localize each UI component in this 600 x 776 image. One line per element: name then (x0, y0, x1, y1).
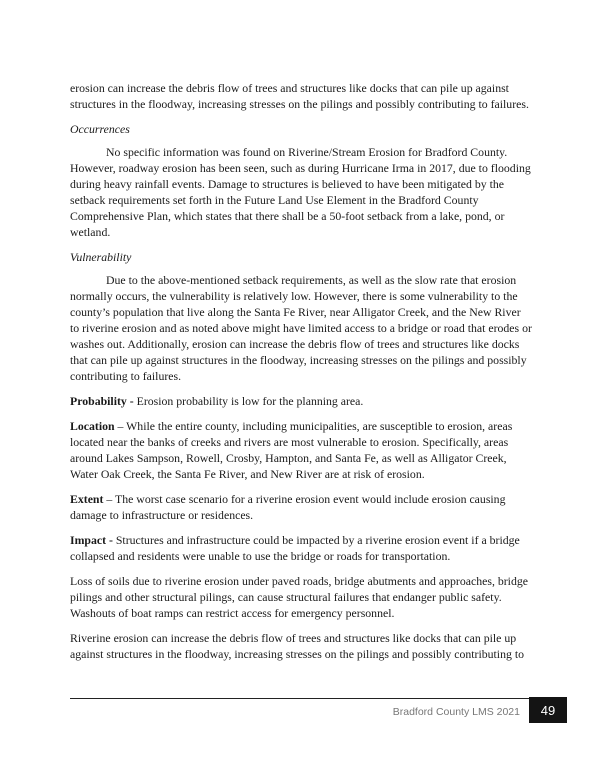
probability-term: Probability - (70, 394, 134, 408)
footer-divider (70, 698, 529, 699)
impact-term: Impact - (70, 533, 113, 547)
location-text: – While the entire county, including municipalities, are susceptible to erosion, areas located near the banks of creeks and rivers are most vulnerable to erosion. Specifically, areas around Lakes Sampson, Rowell, Crosby, Hampton, and Santa Fe, as well as Alligator Creek, Water Oak Creek, the Santa Fe River, and New River are at risk of erosion. (70, 419, 513, 481)
paragraph-continued: erosion can increase the debris flow of trees and structures like docks that can pile up against structures in the floodway, increasing stresses on the pilings and possibly contributing to failures. (70, 81, 529, 111)
occurrences-heading: Occurrences (70, 122, 130, 136)
document-body (70, 80, 532, 671)
location-paragraph (70, 418, 532, 482)
extent-text: – The worst case scenario for a riverine erosion event would include erosion causing damage to infrastructure or residences. (70, 492, 506, 522)
riverine-erosion-paragraph: Riverine erosion can increase the debris flow of trees and structures like docks that can pile up against structures in the floodway, increasing stresses on the pilings and possibly contributing to (70, 631, 524, 661)
page-number-badge: 49 (529, 697, 567, 723)
impact-text: Structures and infrastructure could be impacted by a riverine erosion event if a bridge collapsed and residents were unable to use the bridge or roads for transportation. (70, 533, 520, 563)
location-term: Location (70, 419, 115, 433)
vulnerability-paragraph: Due to the above-mentioned setback requirements, as well as the slow rate that erosion normally occurs, the vulnerability is relatively low. However, there is some vulnerability to the county’s population that live along the Santa Fe River, near Alligator Creek, and the New River to riverine erosion and as noted above might have limited access to a bridge or road that erodes or washes out. Additionally, erosion can increase the debris flow of trees and structures like docks that can pile up against structures in the floodway, increasing stresses on the pilings and possibly contributing to failures. (70, 273, 532, 383)
vulnerability-heading: Vulnerability (70, 250, 132, 264)
impact-paragraph (70, 532, 532, 564)
footer-title: Bradford County LMS 2021 (392, 706, 520, 718)
extent-term: Extent (70, 492, 104, 506)
extent-paragraph (70, 491, 532, 523)
loss-of-soils-paragraph: Loss of soils due to riverine erosion under paved roads, bridge abutments and approaches, bridge pilings and other structural pilings, can cause structural failures that endanger public safety. Washouts of boat ramps can restrict access for emergency personnel. (70, 574, 528, 620)
probability-paragraph (70, 393, 532, 409)
occurrences-paragraph: No specific information was found on Riverine/Stream Erosion for Bradford County. However, roadway erosion has been seen, such as during Hurricane Irma in 2017, due to flooding during heavy rainfall events. Damage to structures is believed to have been mitigated by the setback requirements set forth in the Future Land Use Element in the Bradford County Comprehensive Plan, which states that there shall be a 50-foot setback from a lake, pond, or wetland. (70, 145, 531, 239)
probability-text: Erosion probability is low for the planning area. (133, 394, 364, 408)
